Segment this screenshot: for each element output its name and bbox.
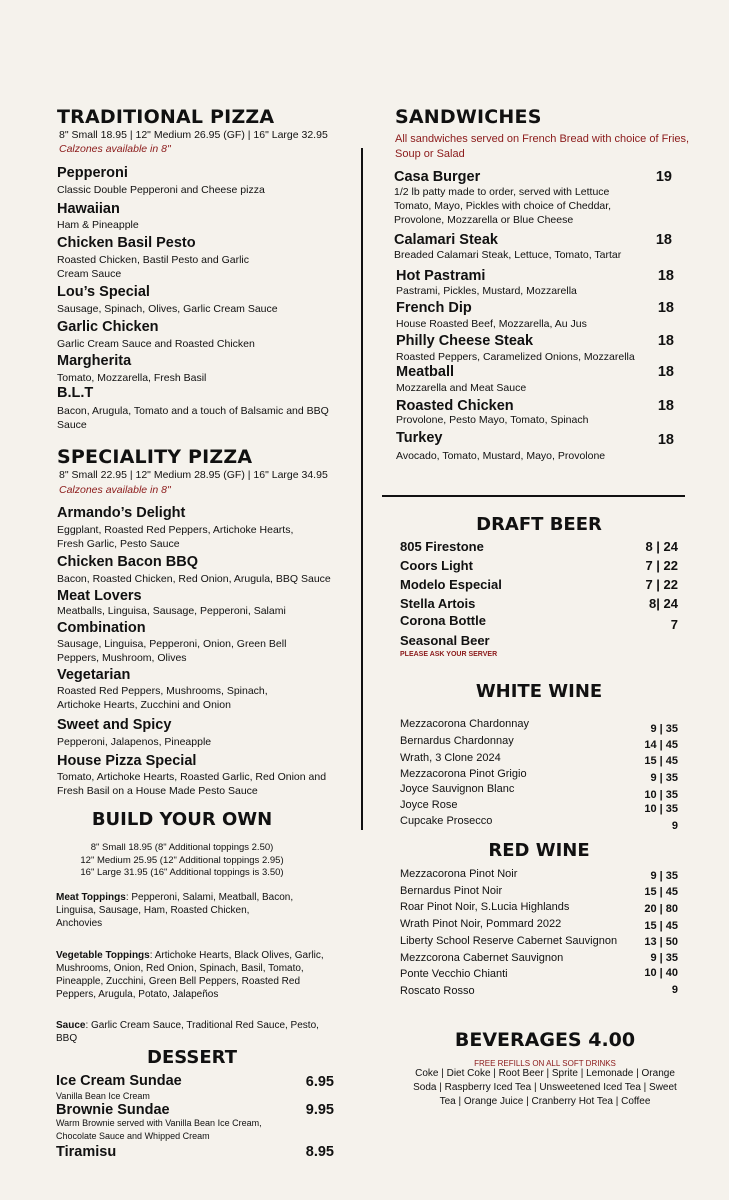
dessert-name: Ice Cream Sundae	[56, 1073, 182, 1089]
menu-item-desc: Bacon, Arugula, Tomato and a touch of Balsamic and BBQ Sauce	[57, 405, 329, 431]
sandwich-price: 18	[657, 432, 674, 448]
wine-price: 15 | 45	[644, 755, 678, 767]
menu-item-name: Armando’s Delight	[57, 505, 186, 521]
menu-item-name: Garlic Chicken	[57, 319, 159, 335]
sandwich-desc: Breaded Calamari Steak, Lettuce, Tomato, Tartar	[394, 249, 622, 261]
sandwiches-note: All sandwiches served on French Bread with choice of Fries, Soup or Salad	[395, 133, 690, 160]
dessert-price: 6.95	[305, 1074, 334, 1090]
sandwich-name: Calamari Steak	[394, 232, 498, 248]
meat-toppings-list: : Pepperoni, Salami, Meatball, Bacon, Linguisa, Sausage, Ham, Roasted Chicken, Anchovies	[56, 892, 294, 929]
meat-toppings	[56, 891, 296, 930]
menu-item-name: Pepperoni	[57, 165, 128, 181]
build-your-own-title: BUILD YOUR OWN	[91, 809, 273, 830]
sandwich-name: Meatball	[396, 364, 455, 380]
sandwich-name: Hot Pastrami	[396, 268, 486, 284]
sandwich-price: 18	[657, 333, 674, 349]
sandwich-desc: Provolone, Pesto Mayo, Tomato, Spinach	[396, 414, 589, 426]
sandwich-name: Roasted Chicken	[396, 398, 514, 414]
menu-item-desc: Classic Double Pepperoni and Cheese pizza	[57, 184, 265, 196]
traditional-pizza-title: TRADITIONAL PIZZA	[57, 106, 275, 128]
menu-item-desc: Eggplant, Roasted Red Peppers, Artichoke Hearts, Fresh Garlic, Pesto Sauce	[57, 524, 294, 550]
speciality-calzone-note: Calzones available in 8"	[59, 484, 171, 496]
menu-item-name: Combination	[57, 620, 146, 636]
red-wine-title: RED WINE	[488, 840, 590, 861]
sandwich-desc: House Roasted Beef, Mozzarella, Au Jus	[396, 318, 587, 330]
wine-price: 13 | 50	[644, 936, 678, 948]
menu-item-desc: Pepperoni, Jalapenos, Pineapple	[57, 736, 212, 748]
wine-name: Cupcake Prosecco	[400, 815, 493, 827]
beer-price: 7 | 22	[645, 577, 678, 592]
vegetable-toppings-list: : Artichoke Hearts, Black Olives, Garlic, Mushrooms, Onion, Red Onion, Spinach, Basil, Tomato, Pineapple, Zucchini, Green Bell Peppers, Roasted Red Peppers, Arugula, Potato, Jalapeños	[56, 950, 324, 1000]
beer-name: Corona Bottle	[400, 613, 486, 628]
menu-item-name: Lou’s Special	[57, 284, 150, 300]
menu-item-name: Hawaiian	[57, 201, 120, 217]
wine-price: 9 | 35	[650, 952, 678, 964]
menu-item-name: Vegetarian	[57, 667, 131, 683]
wine-price: 20 | 80	[644, 903, 678, 915]
dessert-desc: Warm Brownie served with Vanilla Bean Ice Cream, Chocolate Sauce and Whipped Cream	[56, 1118, 262, 1141]
sandwich-desc: Avocado, Tomato, Mustard, Mayo, Provolone	[396, 450, 606, 462]
sandwiches-title: SANDWICHES	[395, 106, 542, 128]
sauce-label: Sauce	[56, 1020, 86, 1031]
sauce-options	[56, 1019, 321, 1045]
wine-price: 9 | 35	[650, 723, 678, 735]
sandwich-desc: Pastrami, Pickles, Mustard, Mozzarella	[396, 285, 577, 297]
beer-price: 8 | 24	[645, 539, 678, 554]
menu-item-desc: Sausage, Linguisa, Pepperoni, Onion, Green Bell Peppers, Mushroom, Olives	[57, 638, 287, 664]
beer-price: 7	[670, 617, 678, 632]
sandwich-desc: Roasted Peppers, Caramelized Onions, Mozzarella	[396, 351, 635, 363]
menu-item-desc: Tomato, Mozzarella, Fresh Basil	[57, 372, 207, 384]
dessert-price: 8.95	[305, 1144, 334, 1160]
dessert-name: Tiramisu	[56, 1144, 117, 1160]
dessert-title: DESSERT	[147, 1047, 237, 1068]
menu-item-name: Meat Lovers	[57, 588, 142, 604]
free-refills-note: FREE REFILLS ON ALL SOFT DRINKS	[474, 1059, 616, 1068]
menu-item-desc: Roasted Red Peppers, Mushrooms, Spinach, Artichoke Hearts, Zucchini and Onion	[57, 685, 268, 711]
menu-item-desc: Meatballs, Linguisa, Sausage, Pepperoni, Salami	[57, 605, 286, 617]
wine-name: Wrath Pinot Noir, Pommard 2022	[400, 918, 562, 930]
wine-name: Roar Pinot Noir, S.Lucia Highlands	[400, 901, 570, 913]
wine-price: 15 | 45	[644, 920, 678, 932]
sandwich-name: Philly Cheese Steak	[396, 333, 534, 349]
dessert-price: 9.95	[305, 1102, 334, 1118]
wine-price: 9	[671, 984, 678, 996]
speciality-pizza-title: SPECIALITY PIZZA	[57, 446, 253, 468]
sauce-list: : Garlic Cream Sauce, Traditional Red Sauce, Pesto, BBQ	[56, 1020, 319, 1044]
sandwich-price: 18	[657, 364, 674, 380]
wine-price: 9 | 35	[650, 870, 678, 882]
wine-price: 9	[671, 820, 678, 832]
section-divider	[382, 495, 685, 497]
wine-name: Roscato Rosso	[400, 985, 475, 997]
build-sizes	[57, 842, 307, 880]
wine-name: Mezzcorona Cabernet Sauvignon	[400, 952, 564, 964]
menu-item-name: House Pizza Special	[57, 753, 197, 769]
wine-name: Bernardus Chardonnay	[400, 735, 514, 747]
beer-name: 805 Firestone	[400, 539, 484, 554]
menu-item-desc: Roasted Chicken, Bastil Pesto and Garlic Cream Sauce	[57, 254, 250, 280]
wine-name: Ponte Vecchio Chianti	[400, 968, 508, 980]
build-size-line: 16" Large 31.95 (16" Additional toppings is 3.50)	[80, 867, 284, 878]
beverages-title: BEVERAGES 4.00	[454, 1029, 636, 1051]
menu-item-desc: Bacon, Roasted Chicken, Red Onion, Arugula, BBQ Sauce	[57, 573, 331, 585]
meat-toppings-label: Meat Toppings	[56, 892, 126, 903]
speciality-pizza-prices: 8" Small 22.95 | 12" Medium 28.95 (GF) | 16" Large 34.95	[59, 469, 328, 481]
wine-price: 10 | 35	[644, 789, 678, 801]
wine-price: 14 | 45	[644, 739, 678, 751]
dessert-desc: Vanilla Bean Ice Cream	[56, 1091, 150, 1101]
wine-name: Mezzacorona Pinot Noir	[400, 868, 518, 880]
vegetable-toppings-label: Vegetable Toppings	[56, 950, 150, 961]
traditional-pizza-prices: 8" Small 18.95 | 12" Medium 26.95 (GF) | 16" Large 32.95	[59, 129, 328, 141]
dessert-name: Brownie Sundae	[56, 1102, 170, 1118]
beer-price: 7 | 22	[645, 558, 678, 573]
sandwich-price: 18	[657, 398, 674, 414]
menu-item-desc: Garlic Cream Sauce and Roasted Chicken	[57, 338, 255, 350]
wine-name: Joyce Sauvignon Blanc	[400, 783, 515, 795]
sandwich-price: 18	[657, 300, 674, 316]
sandwich-name: Turkey	[396, 430, 443, 446]
sandwich-price: 18	[657, 268, 674, 284]
wine-name: Mezzacorona Chardonnay	[400, 718, 530, 730]
wine-price: 10 | 35	[644, 803, 678, 815]
beverages-list: Coke | Diet Coke | Root Beer | Sprite | Lemonade | Orange Soda | Raspberry Iced Tea | Unsweetened Iced Tea | Sweet Tea | Orange Juice | Cranberry Hot Tea | Coffee	[413, 1068, 677, 1107]
beer-name: Coors Light	[400, 558, 473, 573]
menu-item-name: Chicken Bacon BBQ	[57, 554, 198, 570]
traditional-calzone-note: Calzones available in 8"	[59, 143, 171, 155]
beer-name: Stella Artois	[400, 596, 476, 611]
build-size-line: 8" Small 18.95 (8" Additional toppings 2.50)	[90, 842, 274, 853]
menu-item-desc: Tomato, Artichoke Hearts, Roasted Garlic, Red Onion and Fresh Basil on a House Made Pesto Sauce	[57, 771, 327, 797]
vegetable-toppings	[56, 949, 331, 1001]
draft-beer-title: DRAFT BEER	[476, 514, 602, 535]
beer-name: Modelo Especial	[400, 577, 502, 592]
sandwich-price: 19	[655, 169, 672, 185]
wine-name: Mezzacorona Pinot Grigio	[400, 768, 527, 780]
wine-name: Liberty School Reserve Cabernet Sauvignon	[400, 935, 618, 947]
menu-item-desc: Ham & Pineapple	[57, 219, 139, 231]
seasonal-beer-note: PLEASE ASK YOUR SERVER	[400, 651, 498, 658]
wine-name: Joyce Rose	[400, 799, 458, 811]
wine-name: Bernardus Pinot Noir	[400, 885, 503, 897]
wine-price: 15 | 45	[644, 886, 678, 898]
menu-item-name: Chicken Basil Pesto	[57, 235, 196, 251]
wine-price: 9 | 35	[650, 772, 678, 784]
menu-item-name: Sweet and Spicy	[57, 717, 172, 733]
sandwich-name: French Dip	[396, 300, 472, 316]
sandwich-name: Casa Burger	[394, 169, 481, 185]
build-size-line: 12" Medium 25.95 (12" Additional toppings 2.95)	[80, 854, 284, 866]
sandwich-desc: 1/2 lb patty made to order, served with Lettuce Tomato, Mayo, Pickles with choice of Cheddar, Provolone, Mozzarella or Blue Cheese	[394, 186, 612, 226]
white-wine-title: WHITE WINE	[475, 681, 603, 702]
menu-item-name: Margherita	[57, 353, 132, 369]
beer-price: 8| 24	[649, 596, 678, 611]
wine-price: 10 | 40	[644, 967, 678, 979]
sandwich-desc: Mozzarella and Meat Sauce	[396, 382, 527, 394]
wine-name: Wrath, 3 Clone 2024	[400, 752, 501, 764]
sandwich-price: 18	[655, 232, 672, 248]
menu-item-desc: Sausage, Spinach, Olives, Garlic Cream Sauce	[57, 303, 278, 315]
beer-name: Seasonal Beer	[400, 633, 490, 648]
column-divider	[361, 148, 363, 830]
menu-item-name: B.L.T	[57, 385, 94, 401]
